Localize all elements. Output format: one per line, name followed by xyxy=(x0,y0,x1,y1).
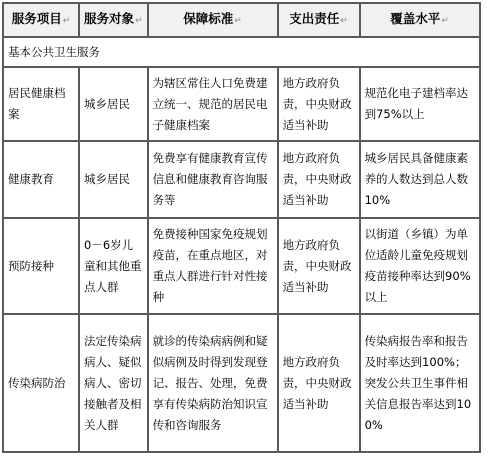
cell-responsibility: 地方政府负责，中央财政适当补助 xyxy=(279,68,359,140)
cell-item: 居民健康档案 xyxy=(4,68,78,140)
service-table xyxy=(2,2,481,453)
header-service-target: 服务对象↵ xyxy=(80,4,147,36)
cell-target: 0－6岁儿童和其他重点人群 xyxy=(80,219,147,313)
cell-coverage: 传染病报告率和报告及时率达到100%；突发公共卫生事件相关信息报告率达到100% xyxy=(361,315,479,451)
cell-standard: 为辖区常住人口免费建立统一、规范的居民电子健康档案 xyxy=(149,68,277,140)
cell-item: 健康教育 xyxy=(4,142,78,217)
cell-item: 预防接种 xyxy=(4,219,78,313)
cell-standard: 免费接种国家免疫规划疫苗，在重点地区，对重点人群进行针对性接种 xyxy=(149,219,277,313)
table-row xyxy=(4,219,479,313)
header-guarantee-standard: 保障标准↵ xyxy=(149,4,277,36)
cell-responsibility: 地方政府负责，中央财政适当补助 xyxy=(279,315,359,451)
section-title: 基本公共卫生服务 xyxy=(4,38,479,66)
cell-standard: 免费享有健康教育宣传信息和健康教育咨询服务等 xyxy=(149,142,277,217)
cell-responsibility: 地方政府负责，中央财政适当补助 xyxy=(279,142,359,217)
cell-responsibility: 地方政府负责，中央财政适当补助 xyxy=(279,219,359,313)
cell-coverage: 以街道（乡镇）为单位适龄儿童免疫规划疫苗接种率达到90%以上 xyxy=(361,219,479,313)
table-row xyxy=(4,315,479,451)
cell-standard: 就诊的传染病病例和疑似病例及时得到发现登记、报告、处理，免费享有传染病防治知识宣传和咨询服务 xyxy=(149,315,277,451)
header-expenditure-responsibility: 支出责任↵ xyxy=(279,4,359,36)
cell-item: 传染病防治 xyxy=(4,315,78,451)
cell-target: 法定传染病病人、疑似病人、密切接触者及相关人群 xyxy=(80,315,147,451)
section-row xyxy=(4,38,479,66)
header-coverage-level: 覆盖水平↵ xyxy=(361,4,479,36)
cell-target: 城乡居民 xyxy=(80,142,147,217)
cell-coverage: 规范化电子建档率达到75%以上 xyxy=(361,68,479,140)
header-service-item: 服务项目↵ xyxy=(4,4,78,36)
table-row xyxy=(4,68,479,140)
table-row xyxy=(4,142,479,217)
cell-target: 城乡居民 xyxy=(80,68,147,140)
header-row xyxy=(4,4,479,36)
cell-coverage: 城乡居民具备健康素养的人数达到总人数10% xyxy=(361,142,479,217)
